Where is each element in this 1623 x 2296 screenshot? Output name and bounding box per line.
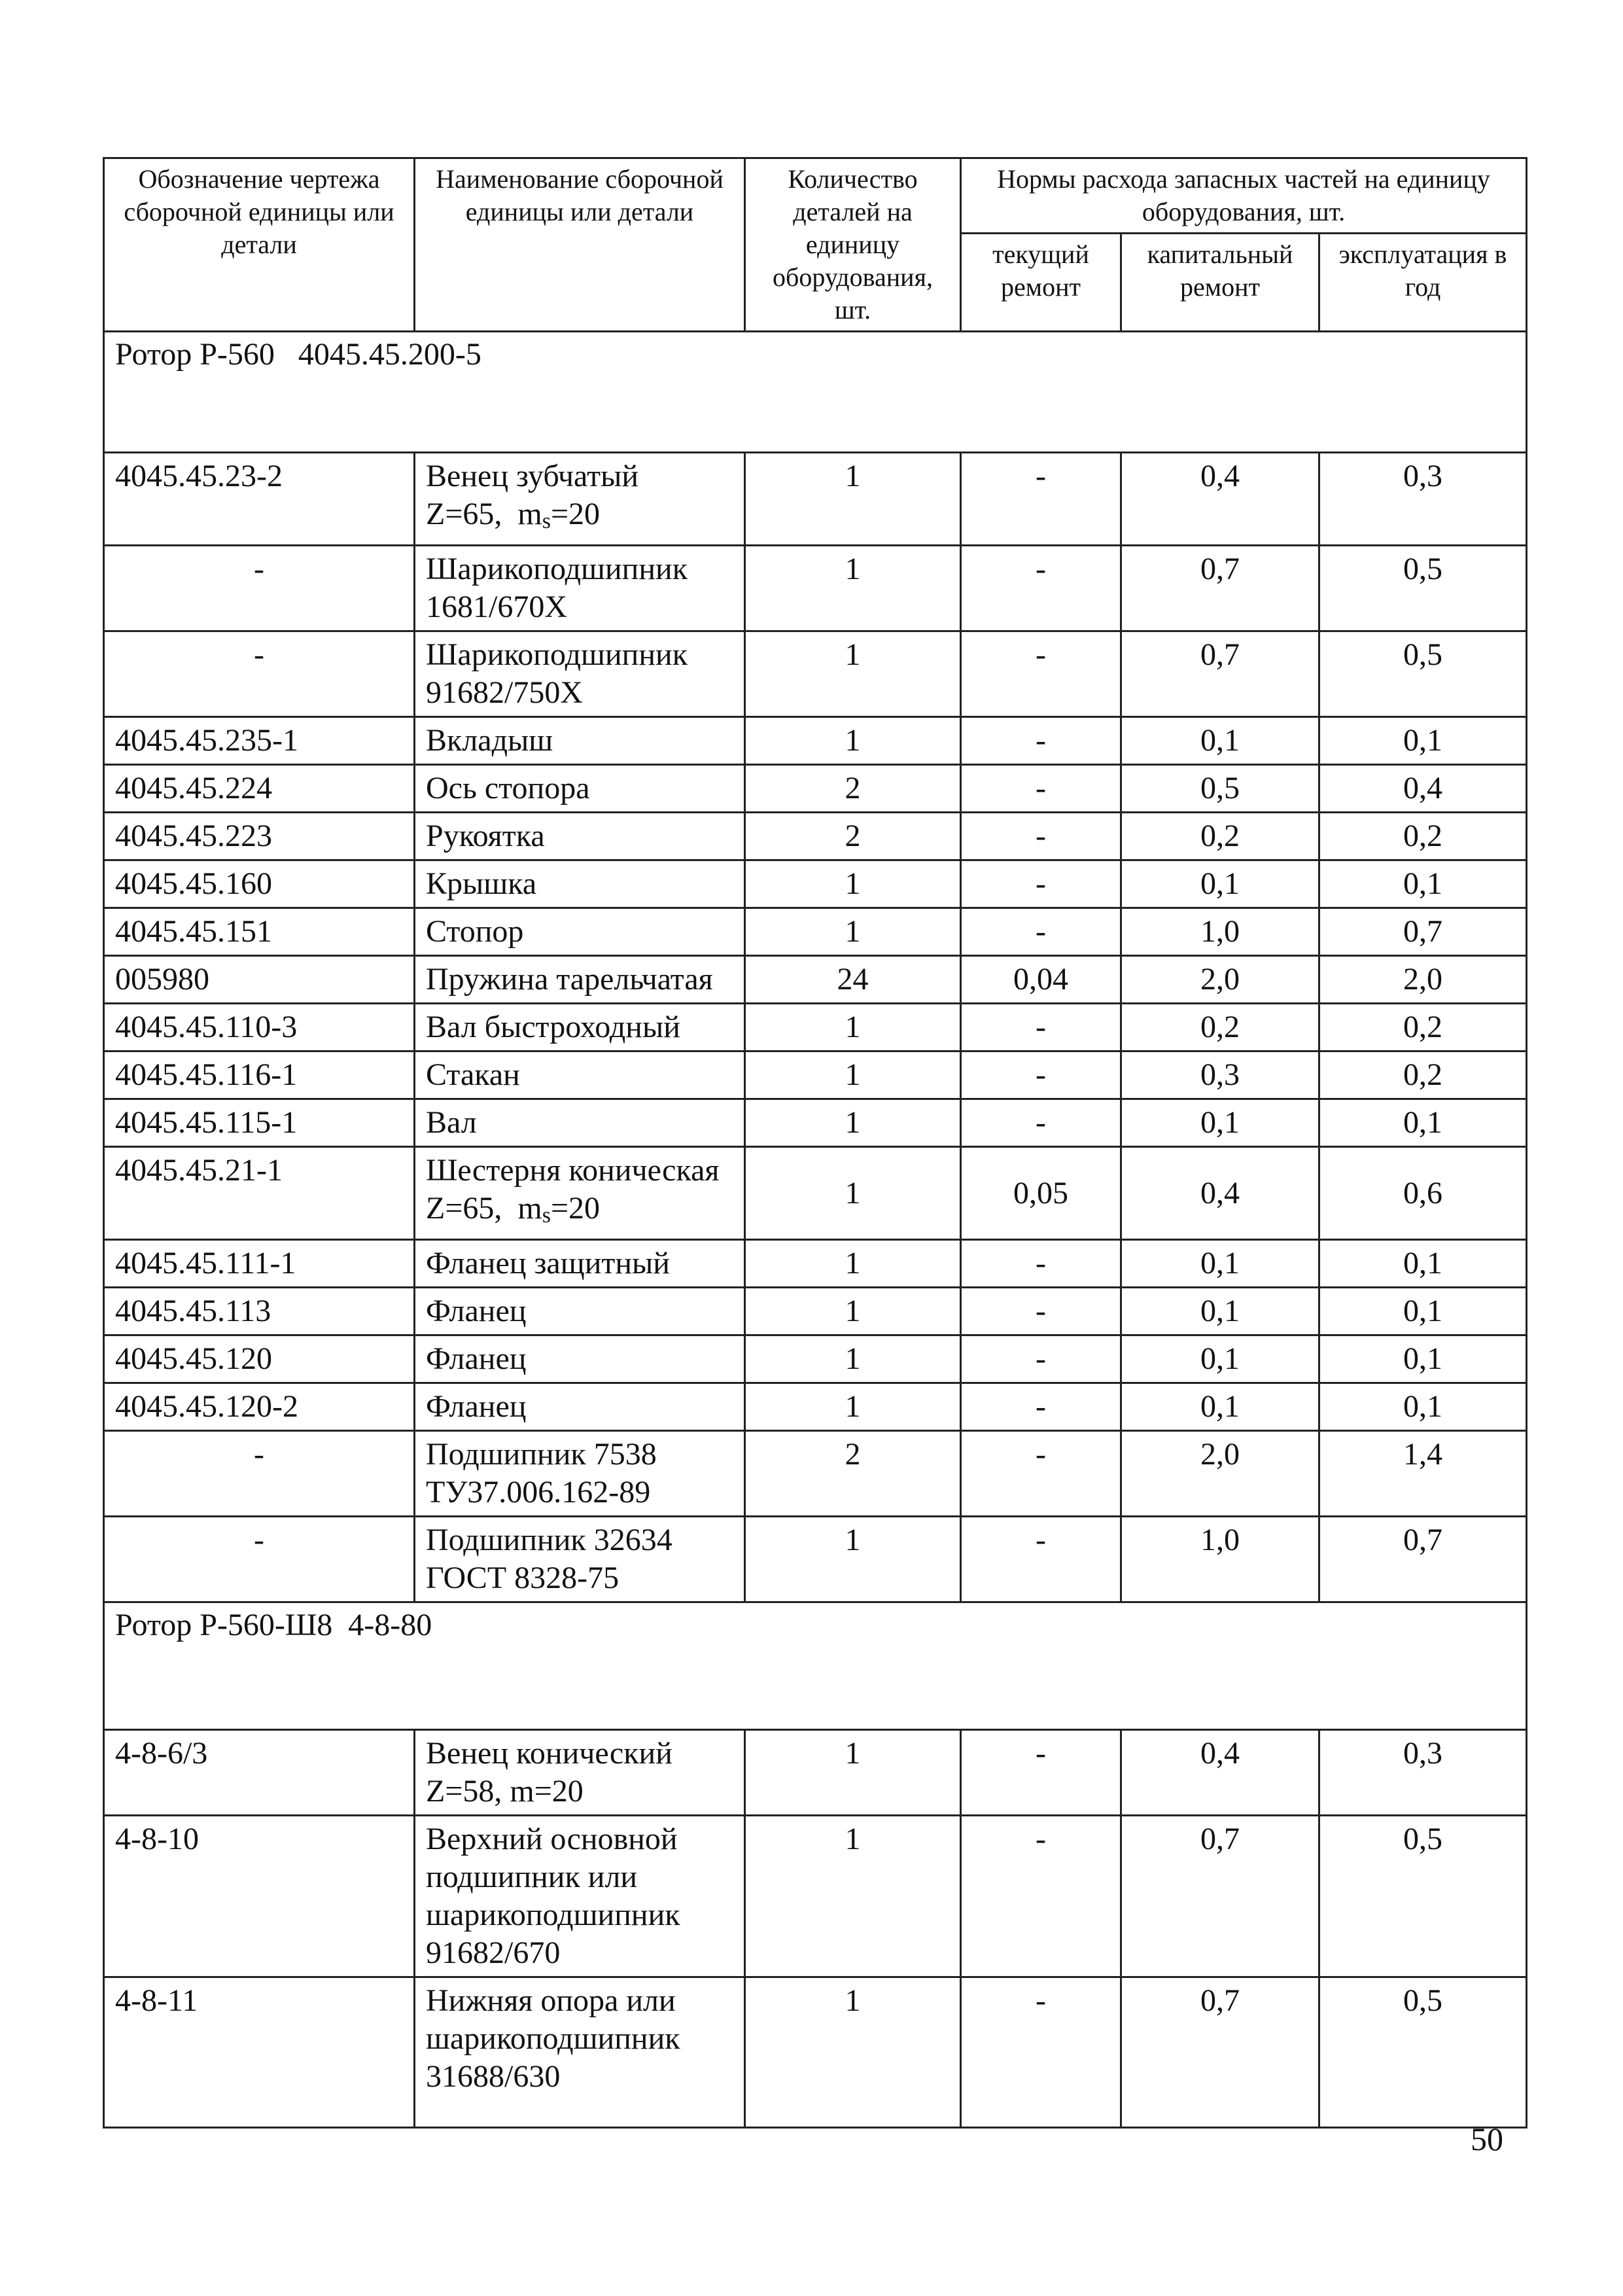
capital-repair-norm: 0,1 [1121,1240,1319,1288]
table-body [104,332,1527,2128]
operation-year-norm: 0,3 [1319,453,1527,546]
part-code: 4045.45.111-1 [104,1240,415,1288]
current-repair-norm: - [961,453,1121,546]
part-code: 4045.45.21-1 [104,1147,415,1240]
part-code: 4045.45.235-1 [104,717,415,765]
part-name: Шарикоподшипник 1681/670Х [415,546,745,631]
part-name: Вкладыш [415,717,745,765]
capital-repair-norm: 0,2 [1121,1004,1319,1051]
current-repair-norm: - [961,631,1121,717]
operation-year-norm: 0,5 [1319,1977,1527,2128]
table-row [104,453,1527,546]
current-repair-norm: - [961,1431,1121,1517]
table-row [104,1099,1527,1147]
capital-repair-norm: 0,1 [1121,717,1319,765]
part-code: 4045.45.116-1 [104,1051,415,1099]
operation-year-norm: 0,3 [1319,1730,1527,1816]
part-code: 4045.45.151 [104,908,415,956]
current-repair-norm: - [961,860,1121,908]
table-row [104,1335,1527,1383]
part-code: 4045.45.120-2 [104,1383,415,1431]
capital-repair-norm: 2,0 [1121,1431,1319,1517]
part-code: 4-8-6/3 [104,1730,415,1816]
quantity: 1 [745,1099,961,1147]
quantity: 1 [745,1240,961,1288]
capital-repair-norm: 0,2 [1121,813,1319,860]
part-name: Рукоятка [415,813,745,860]
capital-repair-norm: 0,3 [1121,1051,1319,1099]
table-row [104,1383,1527,1431]
part-name: Вал быстроходный [415,1004,745,1051]
quantity: 1 [745,546,961,631]
module-value: =20 [550,497,601,531]
current-repair-norm: - [961,1240,1121,1288]
quantity: 1 [745,631,961,717]
quantity: 24 [745,956,961,1004]
table-row [104,1816,1527,1977]
capital-repair-norm: 0,1 [1121,1288,1319,1335]
current-repair-norm: - [961,1383,1121,1431]
part-code: 4045.45.23-2 [104,453,415,546]
operation-year-norm: 0,2 [1319,813,1527,860]
module-formula: Z=65, m [426,1191,542,1226]
section-title: Ротор Р-560 4045.45.200-5 [104,332,1527,453]
capital-repair-norm: 0,1 [1121,1383,1319,1431]
part-code: 4045.45.224 [104,765,415,813]
table-row [104,860,1527,908]
part-name [415,1147,745,1240]
table-row [104,765,1527,813]
module-subscript: s [542,509,551,533]
part-name: Стопор [415,908,745,956]
current-repair-norm: - [961,1977,1121,2128]
current-repair-norm: 0,05 [961,1147,1121,1240]
part-code: 4045.45.223 [104,813,415,860]
part-name: Фланец [415,1288,745,1335]
quantity: 1 [745,860,961,908]
part-name: Подшипник 32634 ГОСТ 8328-75 [415,1517,745,1602]
table-row [104,1288,1527,1335]
current-repair-norm: - [961,546,1121,631]
operation-year-norm: 0,5 [1319,1816,1527,1977]
part-code: - [104,631,415,717]
quantity: 1 [745,1004,961,1051]
table-row [104,1517,1527,1602]
page-number: 50 [1471,2121,1503,2157]
capital-repair-norm: 0,7 [1121,1816,1319,1977]
quantity: 1 [745,1816,961,1977]
quantity: 1 [745,1517,961,1602]
operation-year-norm: 0,7 [1319,908,1527,956]
table-row [104,908,1527,956]
operation-year-norm: 1,4 [1319,1431,1527,1517]
part-name: Крышка [415,860,745,908]
part-name: Фланец [415,1383,745,1431]
current-repair-norm: - [961,1816,1121,1977]
current-repair-norm: - [961,1335,1121,1383]
header-drawing-code: Обозначение чертежа сборочной единицы или детали [104,158,415,332]
section-row [104,1602,1527,1730]
operation-year-norm: 0,7 [1319,1517,1527,1602]
table-row [104,546,1527,631]
quantity: 1 [745,453,961,546]
table-row [104,631,1527,717]
capital-repair-norm: 0,1 [1121,1099,1319,1147]
part-code: 4-8-11 [104,1977,415,2128]
table-row [104,1240,1527,1288]
part-code: 4045.45.110-3 [104,1004,415,1051]
operation-year-norm: 0,1 [1319,1240,1527,1288]
part-code: - [104,1431,415,1517]
part-code: 4045.45.113 [104,1288,415,1335]
current-repair-norm: 0,04 [961,956,1121,1004]
table-row [104,1730,1527,1816]
current-repair-norm: - [961,1517,1121,1602]
header-row-1 [104,158,1527,234]
quantity: 1 [745,717,961,765]
part-name: Пружина тарельчатая [415,956,745,1004]
operation-year-norm: 0,1 [1319,1099,1527,1147]
current-repair-norm: - [961,1288,1121,1335]
quantity: 1 [745,1288,961,1335]
quantity: 2 [745,1431,961,1517]
capital-repair-norm: 0,5 [1121,765,1319,813]
current-repair-norm: - [961,1051,1121,1099]
part-name: Стакан [415,1051,745,1099]
quantity: 1 [745,1730,961,1816]
quantity: 1 [745,908,961,956]
section-title: Ротор Р-560-Ш8 4-8-80 [104,1602,1527,1730]
spare-parts-table [103,157,1527,2128]
header-current-repair: текущий ремонт [961,234,1121,332]
header-capital-repair: капитальный ремонт [1121,234,1319,332]
table-row [104,717,1527,765]
operation-year-norm: 0,1 [1319,1383,1527,1431]
current-repair-norm: - [961,717,1121,765]
part-code: - [104,546,415,631]
part-name: Вал [415,1099,745,1147]
part-name: Верхний основной подшипник или шарикоподшипник 91682/670 [415,1816,745,1977]
capital-repair-norm: 0,7 [1121,631,1319,717]
part-name-text: Шестерня коническая [426,1153,720,1188]
operation-year-norm: 0,5 [1319,631,1527,717]
part-name: Венец конический Z=58, m=20 [415,1730,745,1816]
operation-year-norm: 0,4 [1319,765,1527,813]
operation-year-norm: 0,1 [1319,717,1527,765]
capital-repair-norm: 0,1 [1121,860,1319,908]
quantity: 2 [745,765,961,813]
header-norms: Нормы расхода запасных частей на единицу оборудования, шт. [961,158,1527,234]
part-code: - [104,1517,415,1602]
capital-repair-norm: 0,7 [1121,1977,1319,2128]
current-repair-norm: - [961,765,1121,813]
module-formula: Z=65, m [426,497,542,531]
module-value: =20 [550,1191,601,1226]
part-code: 4045.45.115-1 [104,1099,415,1147]
quantity: 1 [745,1335,961,1383]
part-name: Подшипник 7538 ТУ37.006.162-89 [415,1431,745,1517]
operation-year-norm: 0,1 [1319,1335,1527,1383]
table-row [104,1147,1527,1240]
operation-year-norm: 0,1 [1319,860,1527,908]
capital-repair-norm: 1,0 [1121,908,1319,956]
operation-year-norm: 0,1 [1319,1288,1527,1335]
part-name: Ось стопора [415,765,745,813]
quantity: 1 [745,1147,961,1240]
capital-repair-norm: 0,4 [1121,1730,1319,1816]
section-row [104,332,1527,453]
table-row [104,1977,1527,2128]
operation-year-norm: 0,2 [1319,1051,1527,1099]
table-row [104,813,1527,860]
part-code: 4-8-10 [104,1816,415,1977]
current-repair-norm: - [961,1004,1121,1051]
table-row [104,1051,1527,1099]
capital-repair-norm: 1,0 [1121,1517,1319,1602]
capital-repair-norm: 2,0 [1121,956,1319,1004]
module-subscript: s [542,1203,551,1227]
part-code: 005980 [104,956,415,1004]
operation-year-norm: 0,5 [1319,546,1527,631]
part-name: Нижняя опора или шарикоподшипник 31688/630 [415,1977,745,2128]
quantity: 1 [745,1977,961,2128]
capital-repair-norm: 0,1 [1121,1335,1319,1383]
current-repair-norm: - [961,1099,1121,1147]
table-row [104,956,1527,1004]
quantity: 1 [745,1383,961,1431]
current-repair-norm: - [961,813,1121,860]
capital-repair-norm: 0,4 [1121,453,1319,546]
header-quantity: Количество деталей на единицу оборудования, шт. [745,158,961,332]
header-part-name: Наименование сборочной единицы или детали [415,158,745,332]
table-row [104,1004,1527,1051]
capital-repair-norm: 0,7 [1121,546,1319,631]
part-code: 4045.45.160 [104,860,415,908]
part-name: Фланец защитный [415,1240,745,1288]
part-name: Фланец [415,1335,745,1383]
part-code: 4045.45.120 [104,1335,415,1383]
part-name [415,453,745,546]
operation-year-norm: 2,0 [1319,956,1527,1004]
part-name-text: Венец зубчатый [426,459,639,493]
table-row [104,1431,1527,1517]
quantity: 1 [745,1051,961,1099]
operation-year-norm: 0,2 [1319,1004,1527,1051]
operation-year-norm: 0,6 [1319,1147,1527,1240]
part-name: Шарикоподшипник 91682/750Х [415,631,745,717]
current-repair-norm: - [961,908,1121,956]
quantity: 2 [745,813,961,860]
capital-repair-norm: 0,4 [1121,1147,1319,1240]
current-repair-norm: - [961,1730,1121,1816]
header-operation-year: эксплуатация в год [1319,234,1527,332]
